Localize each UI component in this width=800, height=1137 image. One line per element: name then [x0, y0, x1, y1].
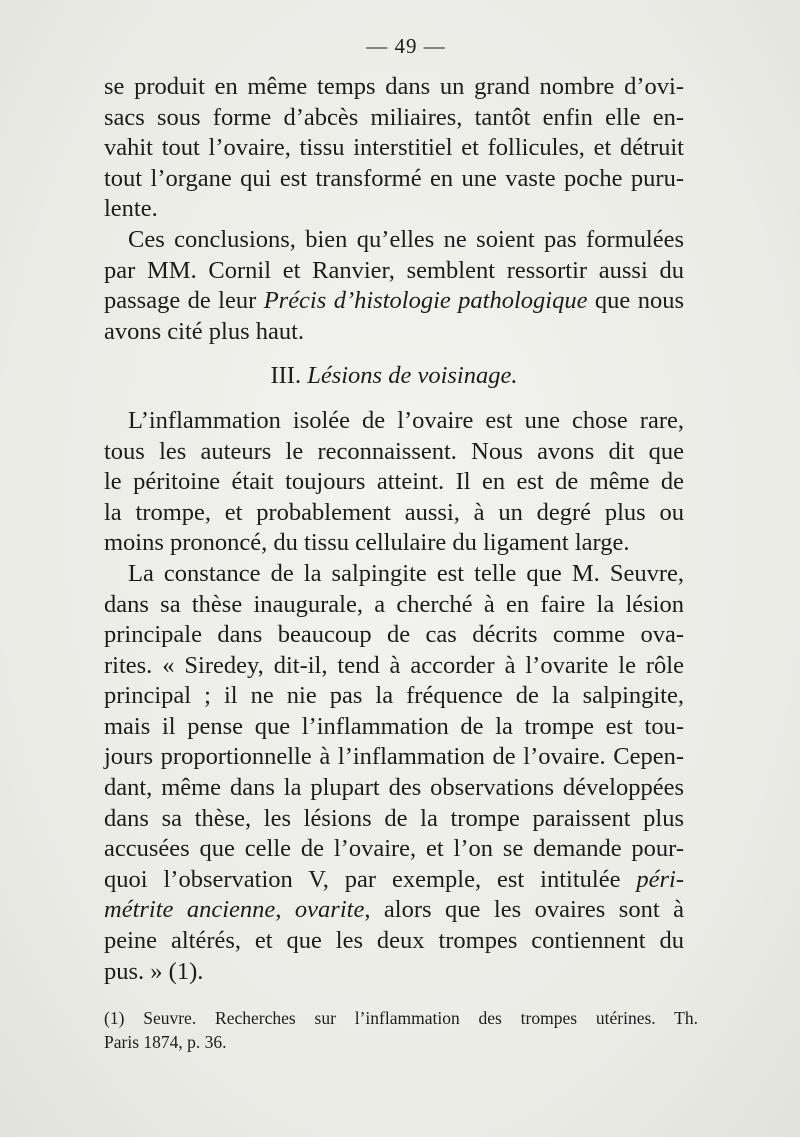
paragraph-3 [104, 406, 684, 559]
italic-term: ovarite [294, 896, 365, 924]
text-line: peine altérés, et que les deux trompes contiennent du [104, 927, 684, 955]
text-line: dant, même dans la plupart des observations développées [104, 774, 684, 802]
text-line: Ces conclusions, bien qu’elles ne soient pas formulées [128, 225, 684, 253]
text-line: lente. [104, 195, 158, 223]
text-line: dans sa thèse inaugurale, a cherché à en faire la lésion [104, 590, 684, 618]
text-run: quoi l’observation V, par exemple, est intitulée [104, 865, 637, 893]
footnote [104, 1006, 698, 1054]
text-line: pus. » (1). [104, 957, 204, 985]
text-line: principal ; il ne nie pas la fréquence de la salpingite, [104, 682, 684, 710]
text-line: par MM. Cornil et Ranvier, semblent ressortir aussi du [104, 256, 684, 284]
text-line: avons cité plus haut. [104, 317, 305, 345]
text-line: tout l’organe qui est transformé en une vaste poche puru- [104, 164, 684, 192]
section-heading [104, 361, 684, 392]
text-line: jours proportionnelle à l’inflammation de l’ovaire. Cepen- [104, 743, 684, 771]
text-line [104, 286, 684, 317]
text-line: mais il pense que l’inflammation de la trompe est tou- [104, 712, 684, 740]
section-number: III. [270, 362, 302, 390]
text-line: L’inflammation isolée de l’ovaire est une chose rare, [128, 406, 684, 434]
text-line: rites. « Siredey, dit-il, tend à accorder à l’ovarite le rôle [104, 651, 684, 679]
footnote-line: (1) Seuvre. Recherches sur l’inflammation des trompes utérines. Th. [104, 1008, 698, 1028]
paragraph-4 [104, 559, 684, 987]
text-line: sacs sous forme d’abcès miliaires, tantôt enfin elle en- [104, 103, 684, 131]
footnote-line: Paris 1874, p. 36. [104, 1032, 227, 1052]
text-run: , alors que les ovaires sont à [364, 896, 685, 924]
text-run: , [275, 896, 295, 924]
paragraph-1 [104, 72, 684, 225]
text-line [104, 895, 684, 926]
text-line: dans sa thèse, les lésions de la trompe paraissent plus [104, 804, 684, 832]
italic-term: métrite ancienne [104, 896, 276, 924]
text-line [104, 865, 684, 896]
book-title-italic: Précis d’histologie pathologique [263, 287, 588, 315]
text-line: tous les auteurs le reconnaissent. Nous avons dit que [104, 437, 684, 465]
text-line: le péritoine était toujours atteint. Il en est de même de [104, 468, 684, 496]
text-line: accusées que celle de l’ovaire, et l’on se demande pour- [104, 835, 684, 863]
body-text [104, 72, 684, 987]
text-line: vahit tout l’ovaire, tissu interstitiel et follicules, et détruit [104, 134, 684, 162]
text-run: que nous [587, 287, 684, 315]
text-line: la trompe, et probablement aussi, à un degré plus ou [104, 498, 684, 526]
text-line: moins prononcé, du tissu cellulaire du ligament large. [104, 529, 630, 557]
page-number: — 49 — [366, 34, 446, 58]
text-line: se produit en même temps dans un grand nombre d’ovi- [104, 73, 684, 100]
section-title: Lésions de voisinage. [307, 362, 518, 390]
text-line: principale dans beaucoup de cas décrits comme ova- [104, 621, 684, 649]
paragraph-2 [104, 225, 684, 347]
italic-term: péri- [636, 865, 684, 893]
text-line: La constance de la salpingite est telle que M. Seuvre, [128, 559, 684, 587]
text-run: passage de leur [104, 287, 264, 315]
